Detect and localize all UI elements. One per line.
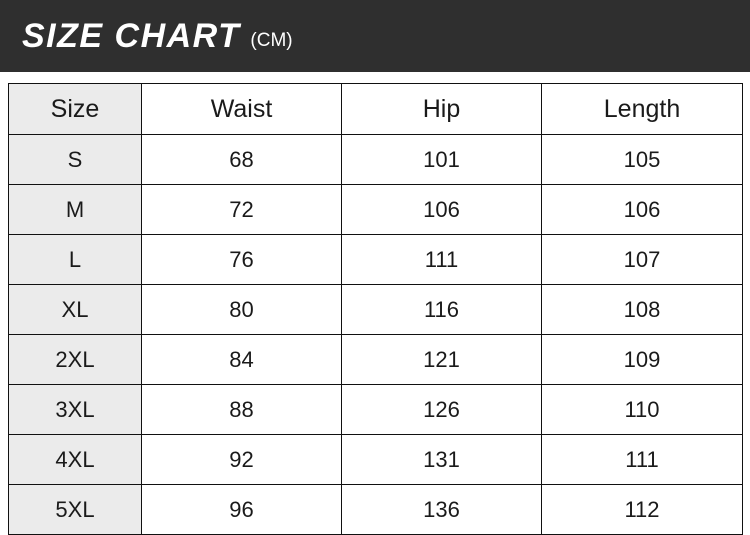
table-header-row [9, 84, 743, 135]
cell-waist: 68 [142, 135, 342, 185]
column-header-size: Size [9, 84, 142, 135]
table-container [0, 83, 750, 535]
column-header-length: Length [542, 84, 743, 135]
column-header-waist: Waist [142, 84, 342, 135]
cell-hip: 111 [342, 235, 542, 285]
cell-size: S [9, 135, 142, 185]
cell-hip: 121 [342, 335, 542, 385]
cell-waist: 80 [142, 285, 342, 335]
cell-size: 4XL [9, 435, 142, 485]
cell-size: M [9, 185, 142, 235]
cell-length: 106 [542, 185, 743, 235]
cell-length: 108 [542, 285, 743, 335]
cell-size: 2XL [9, 335, 142, 385]
table-row [9, 285, 743, 335]
header-banner [0, 0, 750, 72]
cell-hip: 136 [342, 485, 542, 535]
table-row [9, 485, 743, 535]
cell-size: L [9, 235, 142, 285]
cell-waist: 72 [142, 185, 342, 235]
table-row [9, 335, 743, 385]
size-chart-table [8, 83, 743, 535]
cell-length: 112 [542, 485, 743, 535]
table-row [9, 185, 743, 235]
cell-waist: 84 [142, 335, 342, 385]
cell-waist: 92 [142, 435, 342, 485]
cell-hip: 131 [342, 435, 542, 485]
table-row [9, 385, 743, 435]
table-header-row-group [9, 84, 743, 135]
table-row [9, 435, 743, 485]
cell-hip: 106 [342, 185, 542, 235]
cell-length: 111 [542, 435, 743, 485]
cell-size: 3XL [9, 385, 142, 435]
column-header-hip: Hip [342, 84, 542, 135]
table-row [9, 135, 743, 185]
page-title: SIZE CHART [22, 17, 241, 55]
cell-waist: 76 [142, 235, 342, 285]
cell-waist: 96 [142, 485, 342, 535]
table-row [9, 235, 743, 285]
cell-length: 109 [542, 335, 743, 385]
cell-size: XL [9, 285, 142, 335]
cell-size: 5XL [9, 485, 142, 535]
cell-hip: 101 [342, 135, 542, 185]
cell-hip: 126 [342, 385, 542, 435]
cell-length: 107 [542, 235, 743, 285]
cell-length: 105 [542, 135, 743, 185]
cell-waist: 88 [142, 385, 342, 435]
table-body [9, 135, 743, 535]
unit-label: (CM) [250, 29, 293, 51]
cell-length: 110 [542, 385, 743, 435]
cell-hip: 116 [342, 285, 542, 335]
